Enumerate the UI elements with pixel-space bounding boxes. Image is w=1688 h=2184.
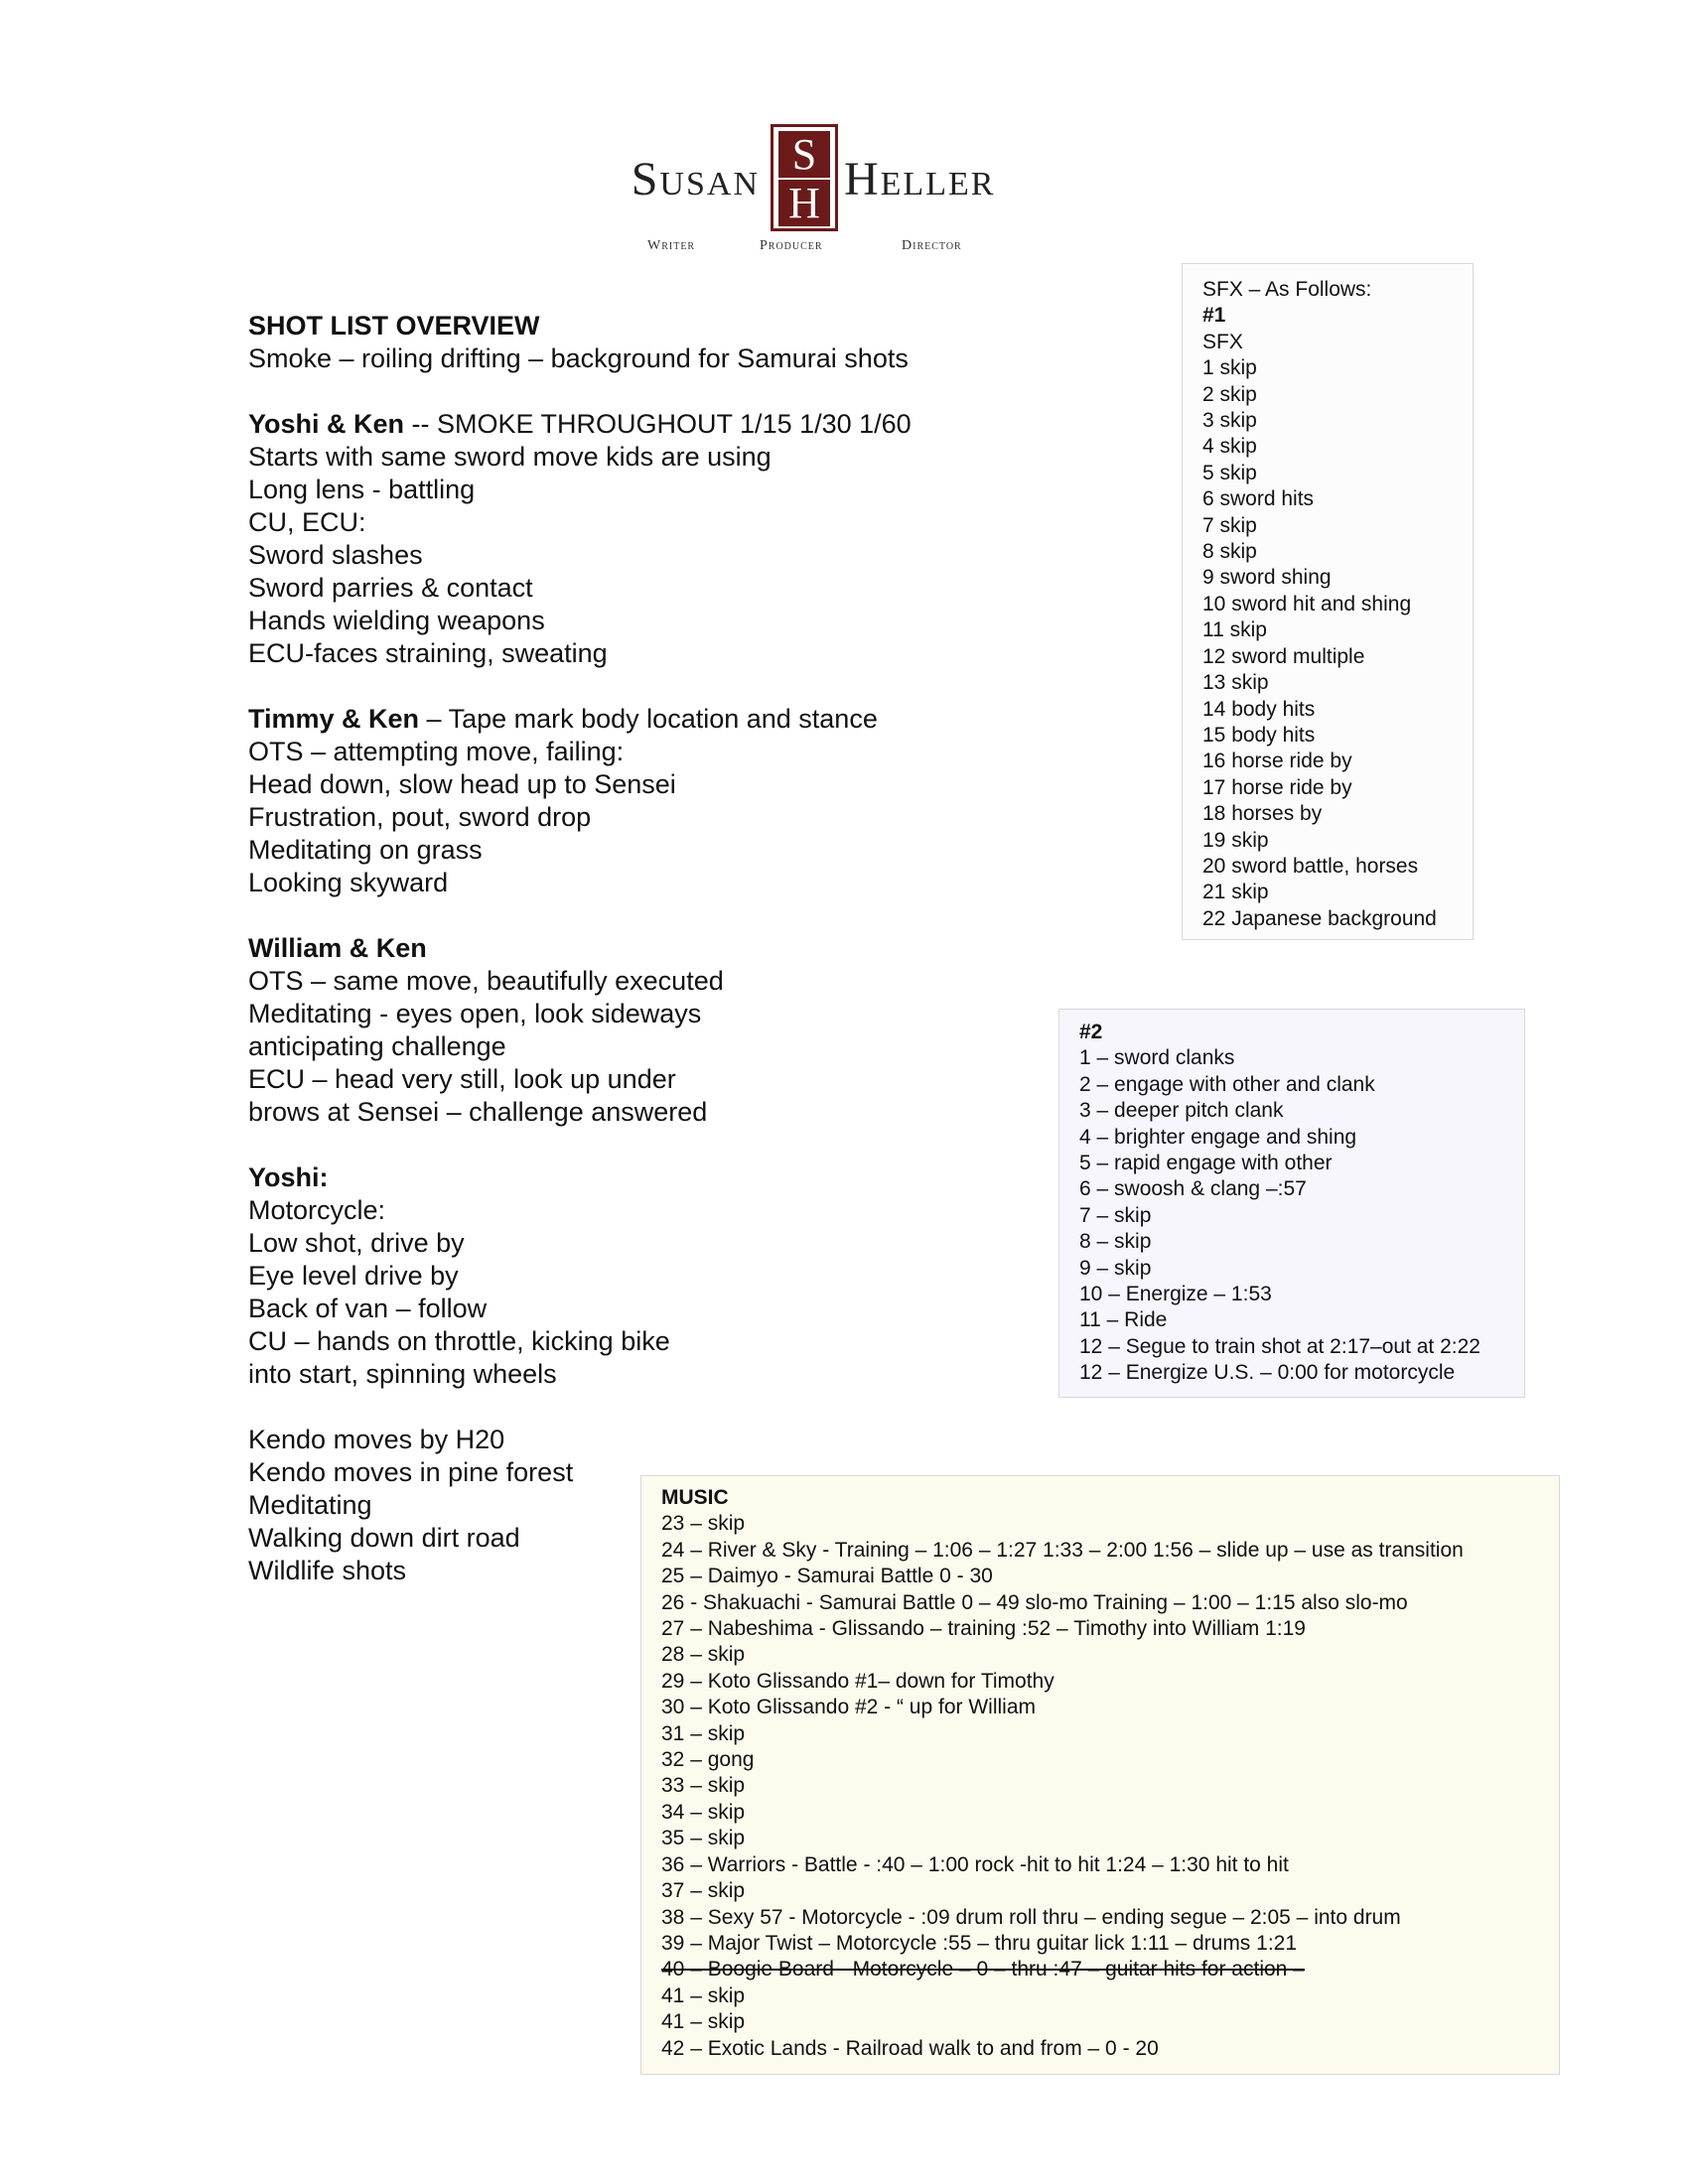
logo-monogram — [771, 124, 838, 231]
shot-line: Low shot, drive by — [248, 1228, 465, 1258]
shot-line: Meditating on grass — [248, 835, 483, 865]
overview-title: SHOT LIST OVERVIEW — [248, 311, 540, 341]
music-item: 32 – gong — [661, 1748, 755, 1772]
sfx1-item: 10 sword hit and shing — [1202, 592, 1412, 615]
music-item: 34 – skip — [661, 1800, 746, 1824]
music-item: 27 – Nabeshima - Glissando – training :52 – Timothy into William 1:19 — [661, 1617, 1306, 1641]
music-item: 39 – Major Twist – Motorcycle :55 – thru guitar lick 1:11 – drums 1:21 — [661, 1931, 1298, 1955]
shot-line: Long lens - battling — [248, 475, 476, 504]
music-item: 26 - Shakuachi - Samurai Battle 0 – 49 slo-mo Training – 1:00 – 1:15 also slo-mo — [661, 1590, 1408, 1614]
music-item: 30 – Koto Glissando #2 - “ up for William — [661, 1696, 1036, 1719]
sfx1-label: SFX — [1202, 330, 1243, 353]
logo-first-name: Susan — [631, 153, 760, 205]
music-item: 28 – skip — [661, 1643, 746, 1667]
shot-line: CU – hands on throttle, kicking bike — [248, 1326, 670, 1356]
sfx1-item: 5 skip — [1202, 461, 1257, 484]
shot-line: Kendo moves by H20 — [248, 1425, 505, 1454]
music-item: 25 – Daimyo - Samurai Battle 0 - 30 — [661, 1565, 993, 1588]
sfx2-item: 11 – Ride — [1079, 1308, 1168, 1332]
shot-line: into start, spinning wheels — [248, 1359, 557, 1389]
music-item: 38 – Sexy 57 - Motorcycle - :09 drum roll thru – ending segue – 2:05 – into drum — [661, 1905, 1401, 1929]
music-title: MUSIC — [661, 1486, 729, 1509]
shot-line: OTS – attempting move, failing: — [248, 737, 625, 766]
section-heading-note: – Tape mark body location and stance — [419, 704, 878, 734]
sfx2-item: 5 – rapid engage with other — [1079, 1152, 1333, 1175]
sfx2-item: 8 – skip — [1079, 1230, 1152, 1254]
shot-line: Eye level drive by — [248, 1261, 459, 1291]
section-heading — [248, 703, 1023, 736]
music-item: 24 – River & Sky - Training – 1:06 – 1:27 1:33 – 2:00 1:56 – slide up – use as transition — [661, 1538, 1464, 1562]
sfx1-item: 22 Japanese background — [1202, 906, 1437, 930]
sfx1-item: 11 skip — [1202, 618, 1267, 642]
shot-line: Looking skyward — [248, 868, 449, 897]
sfx2-item: 6 – swoosh & clang –:57 — [1079, 1177, 1307, 1201]
section-heading-name: Yoshi: — [248, 1162, 329, 1192]
letterhead-logo — [0, 124, 1688, 253]
sfx-list-1 — [1182, 263, 1474, 940]
sfx1-item: 16 horse ride by — [1202, 750, 1352, 773]
music-item: 29 – Koto Glissando #1– down for Timothy — [661, 1669, 1055, 1693]
section-heading — [248, 932, 1023, 965]
section-heading-name: Timmy & Ken — [248, 704, 420, 734]
shot-line: Sword slashes — [248, 540, 423, 570]
sfx1-item: 4 skip — [1202, 435, 1257, 459]
sfx2-number: #2 — [1079, 1021, 1103, 1043]
sfx2-item: 2 – engage with other and clank — [1079, 1072, 1375, 1096]
shot-line: Back of van – follow — [248, 1294, 488, 1323]
music-item: 31 – skip — [661, 1721, 746, 1745]
sfx1-item: 21 skip — [1202, 881, 1269, 904]
section-heading-name: Yoshi & Ken — [248, 409, 405, 439]
section-heading — [248, 408, 1023, 441]
music-list — [640, 1475, 1560, 2075]
overview-sections — [248, 408, 1023, 1424]
music-item: 41 – skip — [661, 2010, 746, 2034]
sfx2-item: 3 – deeper pitch clank — [1079, 1099, 1284, 1123]
sfx-list-2 — [1058, 1009, 1525, 1398]
logo-roles — [0, 238, 1688, 258]
shot-line: anticipating challenge — [248, 1031, 506, 1061]
sfx2-item: 12 – Energize U.S. – 0:00 for motorcycle — [1079, 1361, 1456, 1385]
monogram-letter-h: H — [778, 180, 830, 226]
shot-line: Wildlife shots — [248, 1556, 407, 1585]
role-producer: Producer — [760, 238, 823, 253]
sfx1-item: 8 skip — [1202, 540, 1257, 564]
sfx1-item: 2 skip — [1202, 382, 1257, 406]
sfx2-item: 12 – Segue to train shot at 2:17–out at 2:22 — [1079, 1334, 1480, 1358]
section-heading — [248, 1161, 1023, 1194]
shot-line: Hands wielding weapons — [248, 606, 545, 635]
sfx1-item: 9 sword shing — [1202, 566, 1332, 590]
music-item: 41 – skip — [661, 1983, 746, 2007]
music-item: 23 – skip — [661, 1512, 746, 1536]
shot-line: Sword parries & contact — [248, 573, 533, 603]
role-director: Director — [902, 238, 962, 253]
section-heading-name: William & Ken — [248, 933, 427, 963]
logo-last-name: Heller — [844, 153, 996, 205]
section-heading-note: -- SMOKE THROUGHOUT 1/15 1/30 1/60 — [404, 409, 912, 439]
sfx1-item: 6 sword hits — [1202, 487, 1315, 511]
shot-line: Walking down dirt road — [248, 1523, 520, 1553]
shot-line: Starts with same sword move kids are using — [248, 442, 772, 472]
sfx1-item: 18 horses by — [1202, 802, 1323, 826]
sfx1-item: 19 skip — [1202, 828, 1269, 852]
sfx1-item: 12 sword multiple — [1202, 644, 1365, 668]
sfx2-item: 4 – brighter engage and shing — [1079, 1125, 1357, 1149]
overview-smoke-line: Smoke – roiling drifting – background for Samurai shots — [248, 343, 909, 373]
role-writer: Writer — [647, 238, 696, 253]
shot-line: Head down, slow head up to Sensei — [248, 769, 676, 799]
music-item: 37 – skip — [661, 1879, 746, 1903]
shot-line: Frustration, pout, sword drop — [248, 802, 592, 832]
sfx1-item: 14 body hits — [1202, 697, 1316, 721]
sfx1-header: SFX – As Follows: — [1202, 278, 1372, 301]
shot-line: Motorcycle: — [248, 1195, 386, 1225]
music-item: 33 – skip — [661, 1774, 746, 1798]
sfx1-item: 17 horse ride by — [1202, 775, 1352, 799]
shot-line: Meditating — [248, 1490, 372, 1520]
shot-line: ECU – head very still, look up under — [248, 1064, 676, 1094]
shot-line: brows at Sensei – challenge answered — [248, 1097, 708, 1127]
sfx1-item: 20 sword battle, horses — [1202, 854, 1419, 878]
sfx1-number: #1 — [1202, 304, 1226, 328]
sfx2-item: 1 – sword clanks — [1079, 1046, 1235, 1070]
shot-list-overview — [248, 310, 1023, 1587]
sfx1-item: 1 skip — [1202, 356, 1257, 380]
sfx1-item: 7 skip — [1202, 513, 1257, 537]
monogram-letter-s: S — [778, 131, 830, 178]
sfx1-item: 3 skip — [1202, 409, 1257, 433]
shot-line: OTS – same move, beautifully executed — [248, 966, 724, 996]
shot-line: CU, ECU: — [248, 507, 366, 537]
music-item: 42 – Exotic Lands - Railroad walk to and from – 0 - 20 — [661, 2036, 1159, 2060]
sfx1-item: 15 body hits — [1202, 723, 1316, 747]
shot-line: ECU-faces straining, sweating — [248, 638, 608, 668]
shot-line: Meditating - eyes open, look sideways — [248, 999, 702, 1028]
music-item: 35 – skip — [661, 1827, 746, 1850]
sfx2-item: 7 – skip — [1079, 1203, 1152, 1227]
sfx2-item: 9 – skip — [1079, 1256, 1152, 1280]
sfx1-item: 13 skip — [1202, 671, 1269, 695]
music-item: 36 – Warriors - Battle - :40 – 1:00 rock -hit to hit 1:24 – 1:30 hit to hit — [661, 1852, 1289, 1876]
music-item: 40 – Boogie Board - Motorcycle – 0 – thru :47 – guitar hits for action – — [661, 1958, 1305, 1981]
sfx2-item: 10 – Energize – 1:53 — [1079, 1283, 1272, 1306]
shot-line: Kendo moves in pine forest — [248, 1457, 574, 1487]
